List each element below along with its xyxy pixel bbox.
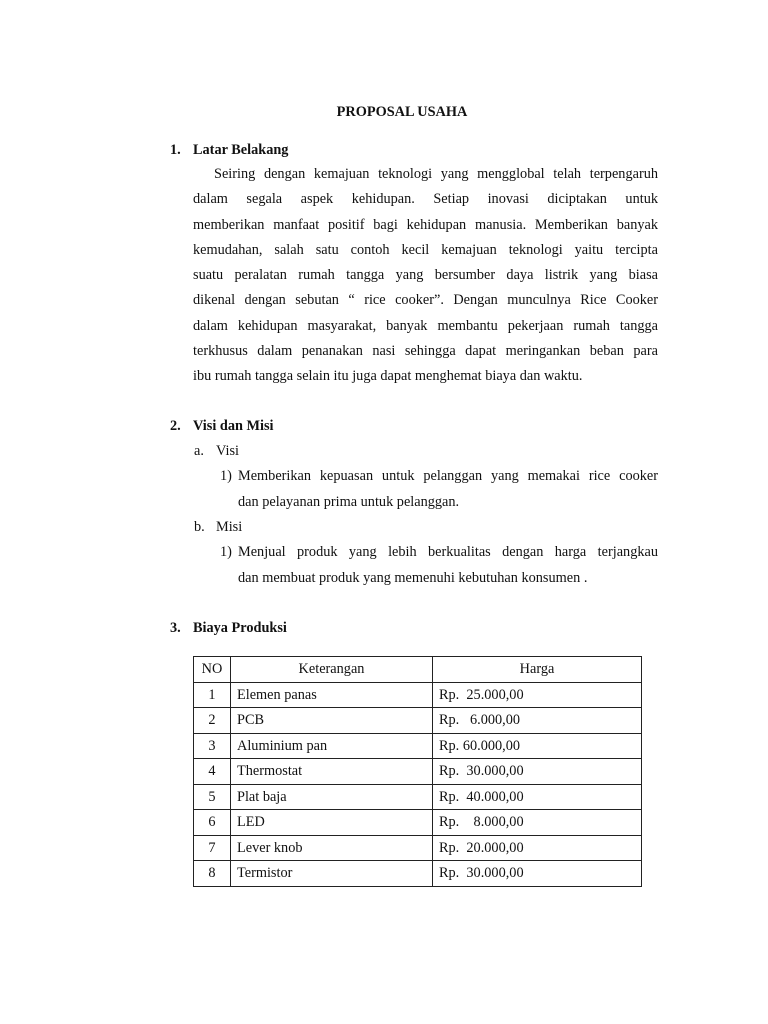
cell-keterangan: Thermostat [231, 759, 433, 785]
visi-letter: a. [194, 443, 204, 459]
table-row [194, 708, 642, 734]
visi-item-line: Memberikan kepuasan untuk pelanggan yang memakai rice cooker [238, 468, 658, 484]
misi-item-number: 1) [220, 544, 232, 560]
cell-keterangan: Plat baja [231, 784, 433, 810]
cell-harga: Rp. 20.000,00 [433, 835, 642, 861]
paragraph-line: dalam kehidupan masyarakat, banyak membantu pekerjaan rumah tangga [193, 317, 658, 334]
table-row [194, 682, 642, 708]
cell-harga: Rp. 30.000,00 [433, 759, 642, 785]
cell-harga: Rp. 6.000,00 [433, 708, 642, 734]
paragraph-line: ibu rumah tangga selain itu juga dapat menghemat biaya dan waktu. [193, 368, 583, 385]
paragraph-line: suatu peralatan rumah tangga yang bersumber daya listrik yang biasa [193, 267, 658, 284]
cell-keterangan: Elemen panas [231, 682, 433, 708]
table-row [194, 784, 642, 810]
section-3-heading: Biaya Produksi [193, 620, 287, 636]
paragraph-line: dikenal dengan sebutan “ rice cooker”. Dengan munculnya Rice Cooker [193, 292, 658, 309]
visi-item-number: 1) [220, 468, 232, 484]
table-row [194, 810, 642, 836]
biaya-produksi-table [193, 656, 642, 887]
cell-no: 6 [194, 810, 231, 836]
paragraph-line: kemudahan, salah satu contoh kecil kemajuan teknologi yaitu tercipta [193, 241, 658, 258]
cell-keterangan: LED [231, 810, 433, 836]
cell-harga: Rp. 8.000,00 [433, 810, 642, 836]
header-no: NO [194, 657, 231, 683]
visi-label: Visi [216, 443, 239, 459]
cell-harga: Rp. 30.000,00 [433, 861, 642, 887]
misi-letter: b. [194, 519, 205, 535]
cell-no: 8 [194, 861, 231, 887]
cell-keterangan: Termistor [231, 861, 433, 887]
latar-belakang-paragraph [193, 162, 658, 390]
cell-keterangan: Aluminium pan [231, 733, 433, 759]
cell-no: 2 [194, 708, 231, 734]
header-keterangan: Keterangan [231, 657, 433, 683]
cell-harga: Rp. 25.000,00 [433, 682, 642, 708]
misi-item-line: Menjual produk yang lebih berkualitas dengan harga terjangkau [238, 544, 658, 560]
cell-no: 1 [194, 682, 231, 708]
document-title: PROPOSAL USAHA [336, 104, 468, 120]
table-row [194, 835, 642, 861]
section-3-number: 3. [170, 620, 181, 636]
misi-label: Misi [216, 519, 243, 535]
paragraph-line: terkhusus dalam penanakan nasi sehingga dapat meringankan beban para [193, 343, 658, 360]
section-2-heading: Visi dan Misi [193, 418, 274, 434]
misi-item-line: dan membuat produk yang memenuhi kebutuhan konsumen . [238, 570, 588, 586]
section-2-number: 2. [170, 418, 181, 434]
cell-no: 5 [194, 784, 231, 810]
cell-no: 4 [194, 759, 231, 785]
paragraph-line: dalam segala aspek kehidupan. Setiap inovasi diciptakan untuk [193, 191, 658, 208]
header-harga: Harga [433, 657, 642, 683]
cell-no: 3 [194, 733, 231, 759]
cell-harga: Rp. 40.000,00 [433, 784, 642, 810]
cell-keterangan: Lever knob [231, 835, 433, 861]
table-row [194, 733, 642, 759]
cell-keterangan: PCB [231, 708, 433, 734]
paragraph-line: memberikan manfaat positif bagi kehidupan manusia. Memberikan banyak [193, 216, 658, 233]
cell-harga: Rp. 60.000,00 [433, 733, 642, 759]
table-row [194, 861, 642, 887]
section-1-number: 1. [170, 142, 181, 158]
section-1-heading: Latar Belakang [193, 142, 289, 158]
table-row [194, 759, 642, 785]
cell-no: 7 [194, 835, 231, 861]
table-header-row [194, 657, 642, 683]
paragraph-line: Seiring dengan kemajuan teknologi yang mengglobal telah terpengaruh [214, 166, 658, 182]
visi-item-line: dan pelayanan prima untuk pelanggan. [238, 494, 460, 510]
